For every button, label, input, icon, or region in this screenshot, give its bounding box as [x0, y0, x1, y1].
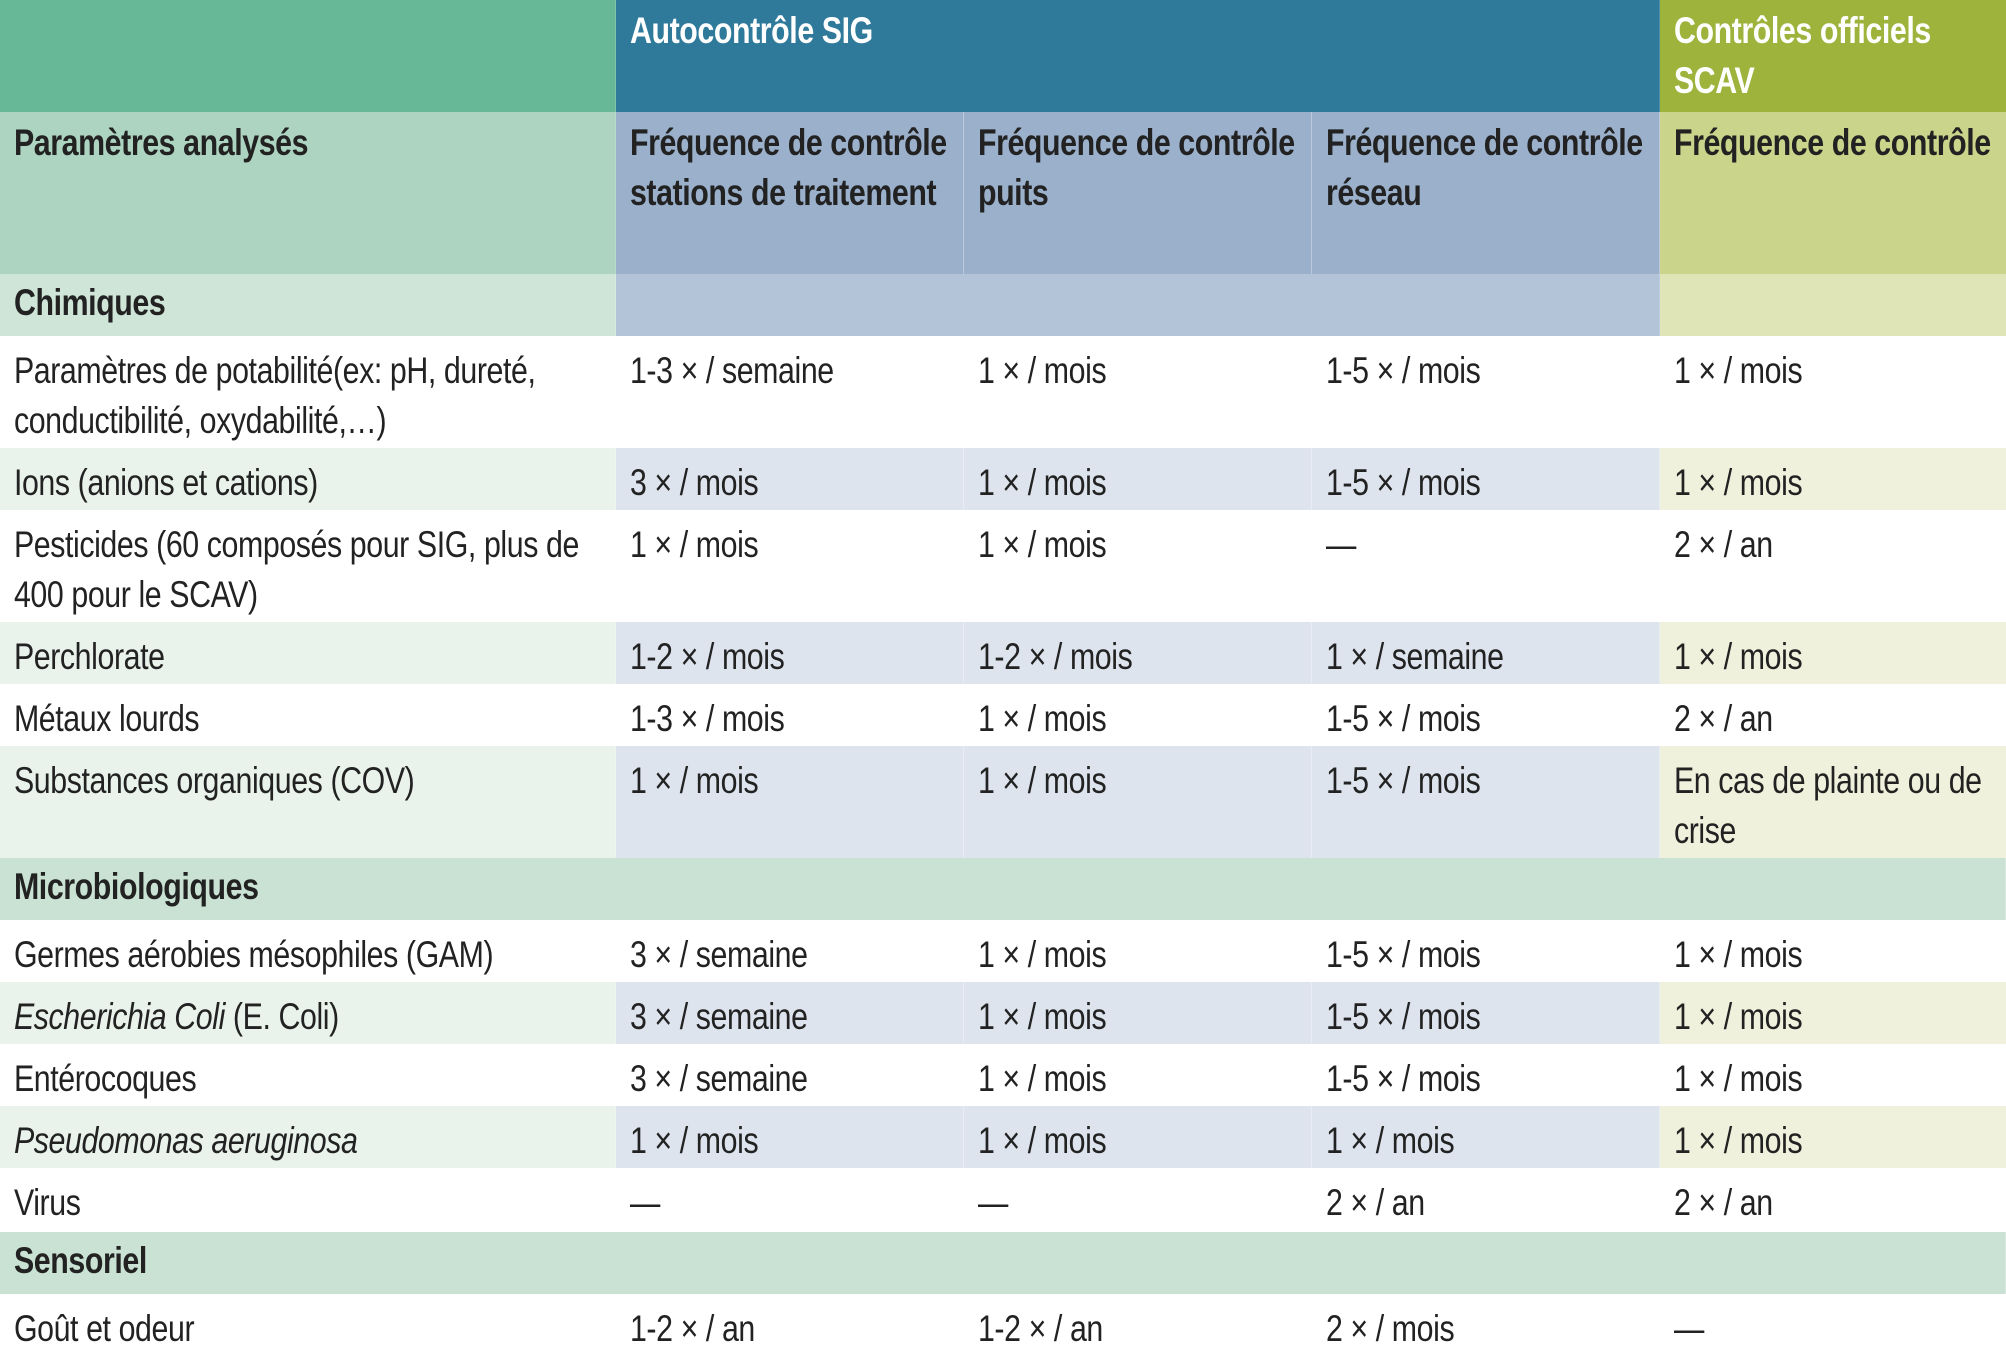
- section-title: Chimiques: [0, 274, 616, 336]
- scav-cell: 1 × / mois: [1660, 622, 2006, 684]
- reseau-cell: 1-5 × / mois: [1312, 448, 1660, 510]
- col-header-reseau: Fréquence de contrôle réseau: [1312, 112, 1660, 274]
- scav-cell: 1 × / mois: [1660, 1044, 2006, 1106]
- param-cell: Substances organiques (COV): [0, 746, 616, 858]
- table-row: [0, 920, 2006, 982]
- table-row: [0, 1294, 2006, 1358]
- puits-cell: 1 × / mois: [964, 684, 1312, 746]
- scav-cell: 2 × / an: [1660, 510, 2006, 622]
- scav-cell: 1 × / mois: [1660, 1106, 2006, 1168]
- section-row-chimiques: [0, 274, 2006, 336]
- reseau-cell: 1-5 × / mois: [1312, 336, 1660, 448]
- param-italic: Escherichia Coli: [13, 996, 225, 1037]
- scav-cell: —: [1660, 1294, 2006, 1358]
- section-title: Microbiologiques: [0, 858, 2006, 920]
- group-header-sig: Autocontrôle SIG: [616, 0, 1660, 112]
- reseau-cell: 1 × / mois: [1312, 1106, 1660, 1168]
- stations-cell: 1-3 × / semaine: [616, 336, 964, 448]
- param-rest: (E. Coli): [224, 996, 339, 1037]
- stations-cell: 1-2 × / an: [616, 1294, 964, 1358]
- reseau-cell: 2 × / mois: [1312, 1294, 1660, 1358]
- section-row-sensoriel: [0, 1232, 2006, 1294]
- column-header-row: [0, 112, 2006, 274]
- col-header-params: Paramètres analysés: [0, 112, 616, 274]
- puits-cell: 1 × / mois: [964, 920, 1312, 982]
- param-italic: Pseudomonas aeruginosa: [13, 1120, 358, 1161]
- section-filler: [616, 274, 1660, 336]
- puits-cell: 1 × / mois: [964, 336, 1312, 448]
- section-filler: [1660, 274, 2006, 336]
- stations-cell: —: [616, 1168, 964, 1232]
- puits-cell: 1 × / mois: [964, 746, 1312, 858]
- param-cell: Paramètres de potabilité(ex: pH, dureté, conductibilité, oxydabilité,…): [0, 336, 616, 448]
- puits-cell: 1 × / mois: [964, 1044, 1312, 1106]
- reseau-cell: 1-5 × / mois: [1312, 982, 1660, 1044]
- stations-cell: 1 × / mois: [616, 1106, 964, 1168]
- param-cell: Ions (anions et cations): [0, 448, 616, 510]
- col-header-puits: Fréquence de contrôle puits: [964, 112, 1312, 274]
- reseau-cell: 1-5 × / mois: [1312, 684, 1660, 746]
- table-row: [0, 684, 2006, 746]
- puits-cell: 1-2 × / mois: [964, 622, 1312, 684]
- section-title: Sensoriel: [0, 1232, 2006, 1294]
- reseau-cell: 2 × / an: [1312, 1168, 1660, 1232]
- scav-cell: 1 × / mois: [1660, 920, 2006, 982]
- table-row: [0, 746, 2006, 858]
- group-header-scav: Contrôles officiels SCAV: [1660, 0, 2006, 112]
- table-row: [0, 336, 2006, 448]
- reseau-cell: 1-5 × / mois: [1312, 1044, 1660, 1106]
- param-cell: Germes aérobies mésophiles (GAM): [0, 920, 616, 982]
- stations-cell: 3 × / semaine: [616, 1044, 964, 1106]
- table-row: [0, 1044, 2006, 1106]
- param-cell: Perchlorate: [0, 622, 616, 684]
- group-header-empty: [0, 0, 616, 112]
- puits-cell: 1 × / mois: [964, 982, 1312, 1044]
- col-header-stations: Fréquence de contrôle stations de traitement: [616, 112, 964, 274]
- param-cell: Métaux lourds: [0, 684, 616, 746]
- param-cell: [0, 982, 616, 1044]
- stations-cell: 1 × / mois: [616, 746, 964, 858]
- stations-cell: 3 × / semaine: [616, 982, 964, 1044]
- section-row-microbiologiques: [0, 858, 2006, 920]
- stations-cell: 1 × / mois: [616, 510, 964, 622]
- stations-cell: 1-2 × / mois: [616, 622, 964, 684]
- scav-cell: 1 × / mois: [1660, 448, 2006, 510]
- scav-cell: 1 × / mois: [1660, 336, 2006, 448]
- reseau-cell: —: [1312, 510, 1660, 622]
- param-cell: [0, 1106, 616, 1168]
- table-row: [0, 1168, 2006, 1232]
- puits-cell: 1-2 × / an: [964, 1294, 1312, 1358]
- group-header-row: [0, 0, 2006, 112]
- table-row: [0, 622, 2006, 684]
- reseau-cell: 1-5 × / mois: [1312, 746, 1660, 858]
- stations-cell: 1-3 × / mois: [616, 684, 964, 746]
- param-cell: Entérocoques: [0, 1044, 616, 1106]
- table-row: [0, 1106, 2006, 1168]
- table-row: [0, 982, 2006, 1044]
- scav-cell: 2 × / an: [1660, 1168, 2006, 1232]
- stations-cell: 3 × / mois: [616, 448, 964, 510]
- puits-cell: —: [964, 1168, 1312, 1232]
- puits-cell: 1 × / mois: [964, 1106, 1312, 1168]
- puits-cell: 1 × / mois: [964, 448, 1312, 510]
- scav-cell: 2 × / an: [1660, 684, 2006, 746]
- scav-cell: 1 × / mois: [1660, 982, 2006, 1044]
- param-cell: Goût et odeur: [0, 1294, 616, 1358]
- stations-cell: 3 × / semaine: [616, 920, 964, 982]
- reseau-cell: 1 × / semaine: [1312, 622, 1660, 684]
- col-header-scav: Fréquence de contrôle: [1660, 112, 2006, 274]
- scav-cell: En cas de plainte ou de crise: [1660, 746, 2006, 858]
- param-cell: Virus: [0, 1168, 616, 1232]
- param-cell: Pesticides (60 composés pour SIG, plus de 400 pour le SCAV): [0, 510, 616, 622]
- table-row: [0, 448, 2006, 510]
- puits-cell: 1 × / mois: [964, 510, 1312, 622]
- reseau-cell: 1-5 × / mois: [1312, 920, 1660, 982]
- table-row: [0, 510, 2006, 622]
